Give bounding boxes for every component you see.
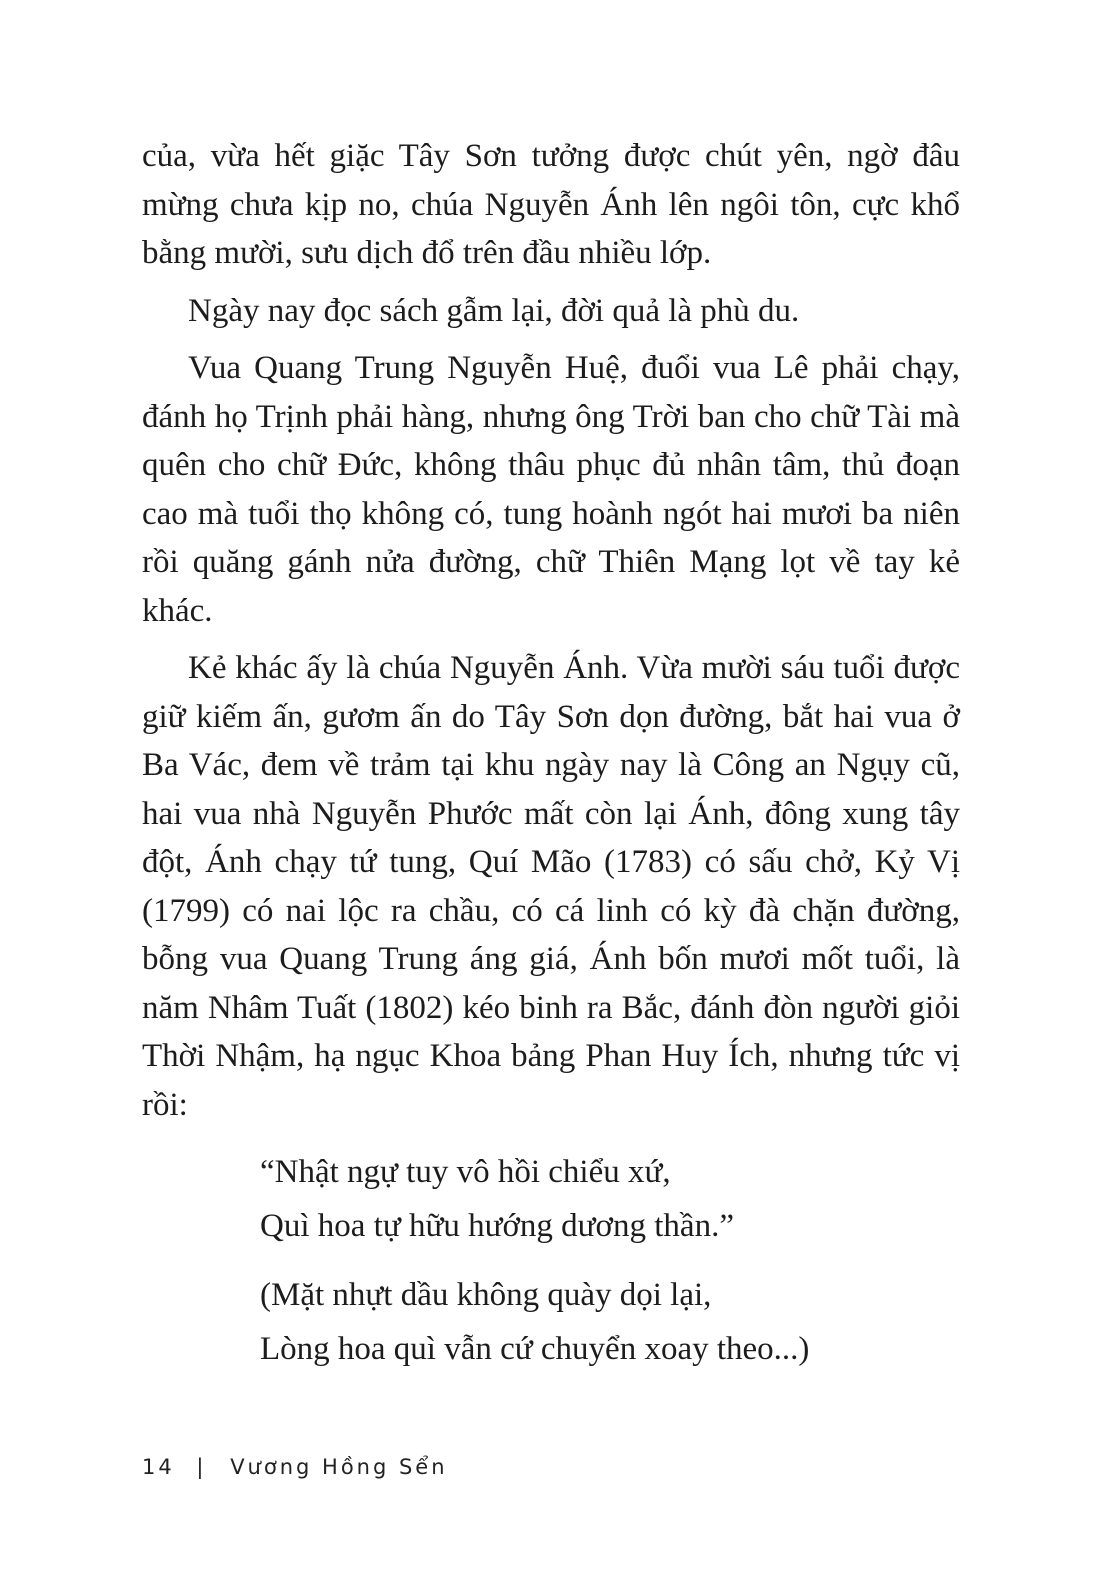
footer-separator: | bbox=[196, 1455, 207, 1479]
paragraph-4: Kẻ khác ấy là chúa Nguyễn Ánh. Vừa mười sáu tuổi được giữ kiếm ấn, gươm ấn do Tây Sơn dọn đường, bắt hai vua ở Ba Vác, đem về trảm tại khu ngày nay là Công an Ngụy cũ, hai vua nhà Nguyễn Phước mất còn lại Ánh, đông xung tây đột, Ánh chạy tứ tung, Quí Mão (1783) có sấu chở, Kỷ Vị (1799) có nai lộc ra chầu, có cá linh có kỳ đà chặn đường, bỗng vua Quang Trung áng giá, Ánh bốn mươi mốt tuổi, là năm Nhâm Tuất (1802) kéo binh ra Bắc, đánh đòn người giỏi Thời Nhậm, hạ ngục Khoa bảng Phan Huy Ích, nhưng tức vị rồi: bbox=[142, 650, 960, 1123]
poem-translation bbox=[260, 1268, 960, 1376]
page-number: 14 bbox=[142, 1455, 175, 1479]
paragraph-2: Ngày nay đọc sách gẫm lại, đời quả là phù du. bbox=[188, 292, 800, 329]
poem-original bbox=[260, 1145, 960, 1253]
author-name: Vương Hồng Sển bbox=[230, 1455, 448, 1479]
body-text bbox=[142, 132, 960, 1138]
poem-original-line-2: Quì hoa tự hữu hướng dương thần.” bbox=[260, 1208, 734, 1244]
poem-translation-line-2: Lòng hoa quì vẫn cứ chuyển xoay theo...) bbox=[260, 1331, 810, 1367]
page-footer bbox=[142, 1455, 448, 1479]
paragraph-continuation: của, vừa hết giặc Tây Sơn tưởng được chút yên, ngờ đâu mừng chưa kịp no, chúa Nguyễn Ánh lên ngôi tôn, cực khổ bằng mười, sưu dịch đổ trên đầu nhiều lớp. bbox=[142, 138, 960, 271]
poem-translation-line-1: (Mặt nhựt dầu không quày dọi lại, bbox=[260, 1277, 712, 1313]
poem-original-line-1: “Nhật ngự tuy vô hồi chiểu xứ, bbox=[260, 1154, 671, 1190]
paragraph-3: Vua Quang Trung Nguyễn Huệ, đuổi vua Lê phải chạy, đánh họ Trịnh phải hàng, nhưng ông Trời ban cho chữ Tài mà quên cho chữ Đức, không thâu phục đủ nhân tâm, thủ đoạn cao mà tuổi thọ không có, tung hoành ngót hai mươi ba niên rồi quăng gánh nửa đường, chữ Thiên Mạng lọt về tay kẻ khác. bbox=[142, 350, 960, 629]
